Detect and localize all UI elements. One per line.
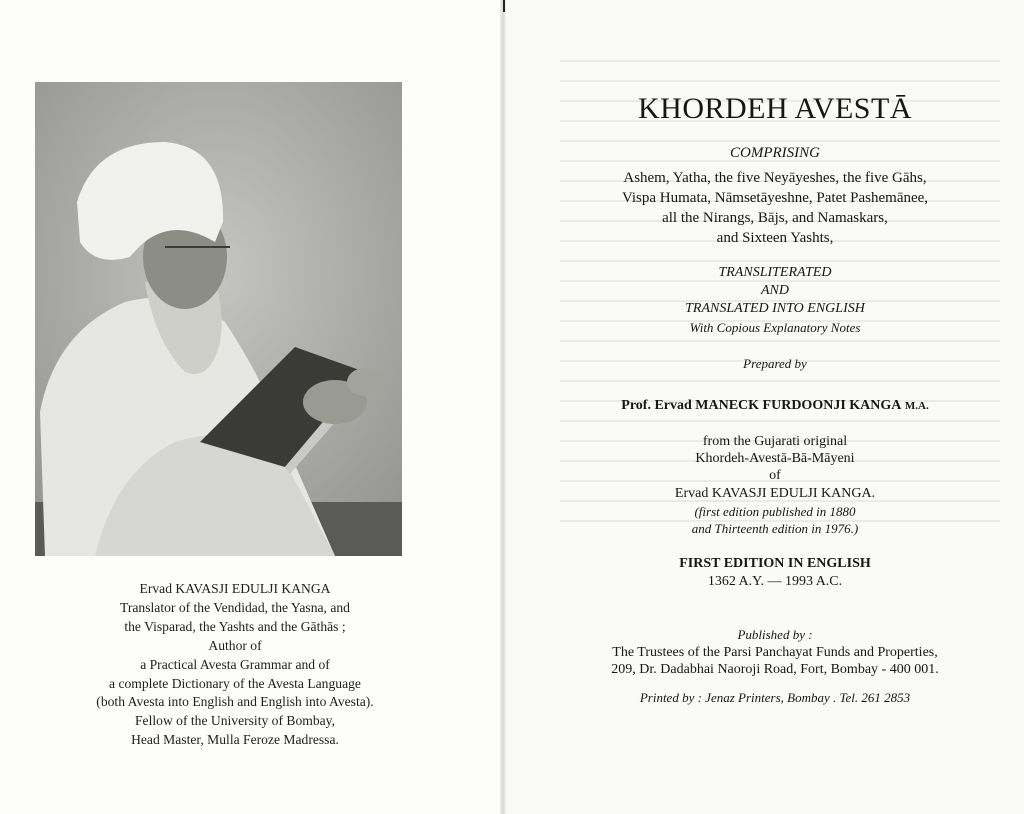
comprising-label: COMPRISING bbox=[730, 145, 820, 161]
notes-label: With Copious Explanatory Notes bbox=[689, 320, 861, 335]
from-original: from the Gujarati original bbox=[702, 434, 848, 449]
portrait-illustration bbox=[35, 82, 402, 556]
thirteenth-edition-note: and Thirteenth edition in 1976.) bbox=[691, 521, 859, 536]
prepared-by-label: Prepared by bbox=[743, 356, 807, 371]
contents-line: Ashem, Yatha, the five Neyāyeshes, the five Gāhs, bbox=[623, 170, 927, 186]
original-author: Ervad KAVASJI EDULJI KANGA. bbox=[674, 486, 876, 501]
transliterated-label: TRANSLITERATED bbox=[718, 265, 832, 280]
preparer: Prof. Ervad MANECK FURDOONJI KANGA bbox=[621, 398, 902, 413]
caption-line: Translator of the Vendidad, the Yasna, and bbox=[120, 599, 350, 615]
caption-line: (both Avesta into English and English into Avesta). bbox=[96, 694, 374, 710]
caption-line: Fellow of the University of Bombay, bbox=[135, 713, 335, 729]
portrait-caption bbox=[20, 580, 450, 750]
contents-line: all the Nirangs, Bājs, and Namaskars, bbox=[662, 210, 888, 226]
caption-line: Author of bbox=[208, 637, 262, 653]
first-edition-note: (first edition published in 1880 bbox=[694, 504, 856, 519]
contents-line: Vispa Humata, Nāmsetāyeshne, Patet Pashemānee, bbox=[621, 190, 929, 206]
translated-label: TRANSLATED INTO ENGLISH bbox=[685, 301, 865, 316]
preparer-name bbox=[560, 398, 990, 414]
original-title: Khordeh-Avestā-Bā-Māyeni bbox=[695, 451, 855, 466]
contents-line: and Sixteen Yashts, bbox=[716, 230, 834, 246]
preparer-degree: M.A. bbox=[904, 400, 929, 412]
printer-line: Printed by : Jenaz Printers, Bombay . Tel. 261 2853 bbox=[639, 690, 911, 705]
caption-name: Ervad KAVASJI EDULJI KANGA bbox=[139, 581, 331, 596]
spine-mark bbox=[503, 0, 505, 12]
edition-label: FIRST EDITION IN ENGLISH bbox=[679, 556, 871, 571]
and-label: AND bbox=[761, 283, 789, 298]
caption-line: Head Master, Mulla Feroze Madressa. bbox=[131, 732, 339, 748]
of-label: of bbox=[769, 468, 781, 483]
left-page bbox=[0, 0, 503, 814]
edition-date: 1362 A.Y. — 1993 A.C. bbox=[707, 574, 843, 589]
publisher-address: 209, Dr. Dadabhai Naoroji Road, Fort, Bombay - 400 001. bbox=[611, 662, 939, 677]
caption-line: a Practical Avesta Grammar and of bbox=[140, 656, 330, 672]
published-by-label: Published by : bbox=[737, 627, 813, 642]
book-title: KHORDEH AVESTĀ bbox=[638, 92, 912, 125]
portrait-photo bbox=[35, 82, 402, 556]
publisher-name: The Trustees of the Parsi Panchayat Funds and Properties, bbox=[612, 645, 938, 660]
caption-line: the Visparad, the Yashts and the Gāthās ; bbox=[124, 618, 346, 634]
book-spine bbox=[500, 0, 506, 814]
caption-line: a complete Dictionary of the Avesta Language bbox=[109, 675, 361, 691]
